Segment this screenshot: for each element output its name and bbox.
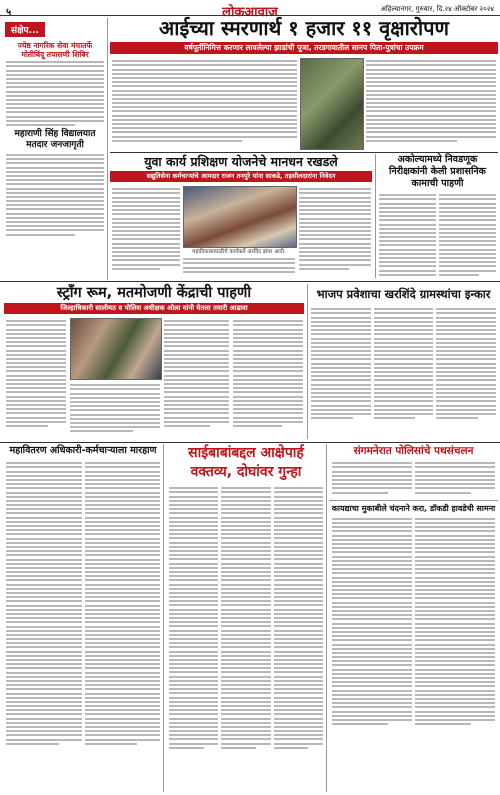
sankshep-tag: संक्षेप... <box>5 22 45 37</box>
bjp-panel <box>307 284 499 439</box>
bjp-headline: भाजप प्रवेशाचा खरशिंदे ग्रामस्थांचा इन्कार <box>316 287 491 301</box>
training-body-right <box>299 186 371 276</box>
sankshep-story2-title: महाराणी सिंह विद्यालयात मतदार जनजागृती <box>14 129 96 150</box>
strongroom-body-4 <box>233 318 303 438</box>
sankshep-story1-body <box>6 61 104 126</box>
lead-subhead: वर्षपूर्तीनिमित्त करणार लावलेल्या झाडांची पूजा, तरडगावातील सानप पिता-पुत्रांचा उपक्रम <box>110 42 498 54</box>
police-headline: संगमनेरात पोलिसांचे पथसंचलन <box>353 445 474 457</box>
saibaba-headline: साईबाबांबद्दल आक्षेपार्ह वक्तव्य, दोघांवर गुन्हा <box>188 445 304 480</box>
strongroom-body-2 <box>70 382 160 438</box>
police-panel <box>329 444 498 792</box>
training-body-left <box>112 186 180 276</box>
training-strip: सद्युतिसेना कर्मचाऱ्यांचे आमदार राजन तनपुरे यांना साकडे, तहसीलदारांना निवेदन <box>110 171 372 182</box>
strongroom-strip: जिल्हाधिकारी सालीमठ व पोलिस अधीक्षक ओला यांनी घेतला तयारी आढावा <box>4 303 304 314</box>
date-line: अहिल्यानगर, गुरुवार, दि.२४ ऑक्टोबर २०२४ <box>380 5 494 13</box>
page-number: ५ <box>6 7 12 18</box>
lead-rule <box>110 152 498 153</box>
lead-body <box>112 58 297 150</box>
sankshep-story1-title: ज्येष्ठ नागरिक सेवा मंचातर्फे मोतीबिंदू तपासणी शिबिर <box>17 41 93 59</box>
police-subhead: कायद्याचा मुकाबीले चंदनाने करा, डॉकडी हावडेची सामना <box>329 500 498 514</box>
training-photo <box>183 186 297 248</box>
inspection-headline: अकोल्यामध्ये निवडणूक निरीक्षकांनी केली प्रशासनिक कामाची पाहणी <box>389 154 486 189</box>
distribution-panel <box>3 444 164 792</box>
strongroom-body-1 <box>6 318 66 438</box>
strongroom-body-3 <box>164 318 229 438</box>
lead-headline: आईच्या स्मरणार्थ १ हजार ११ वृक्षारोपण <box>159 16 449 40</box>
strongroom-headline: स्ट्रॉंग रूम, मतमोजणी केंद्राची पाहणी <box>56 285 252 301</box>
masthead-logo: लोकआवाज <box>222 5 278 20</box>
strongroom-photo <box>70 318 162 380</box>
sankshep-panel <box>3 18 108 280</box>
inspection-panel <box>375 154 499 278</box>
training-headline: युवा कार्य प्रशिक्षण योजनेचे मानधन रखडले <box>144 154 338 169</box>
training-caption: महाविकासाघाडीचे कार्यकर्ते अरविंद झंवर आदी. <box>192 249 286 255</box>
mid-rule <box>0 281 500 282</box>
saibaba-panel <box>166 444 327 792</box>
sankshep-story2-body <box>6 154 104 236</box>
training-body-mid <box>183 256 295 278</box>
lower-rule <box>0 442 500 443</box>
lead-photo <box>300 58 364 150</box>
distribution-headline: महावितरण अधिकारी-कर्मचाऱ्याला मारहाण <box>9 445 157 456</box>
lead-body-right <box>366 58 496 150</box>
